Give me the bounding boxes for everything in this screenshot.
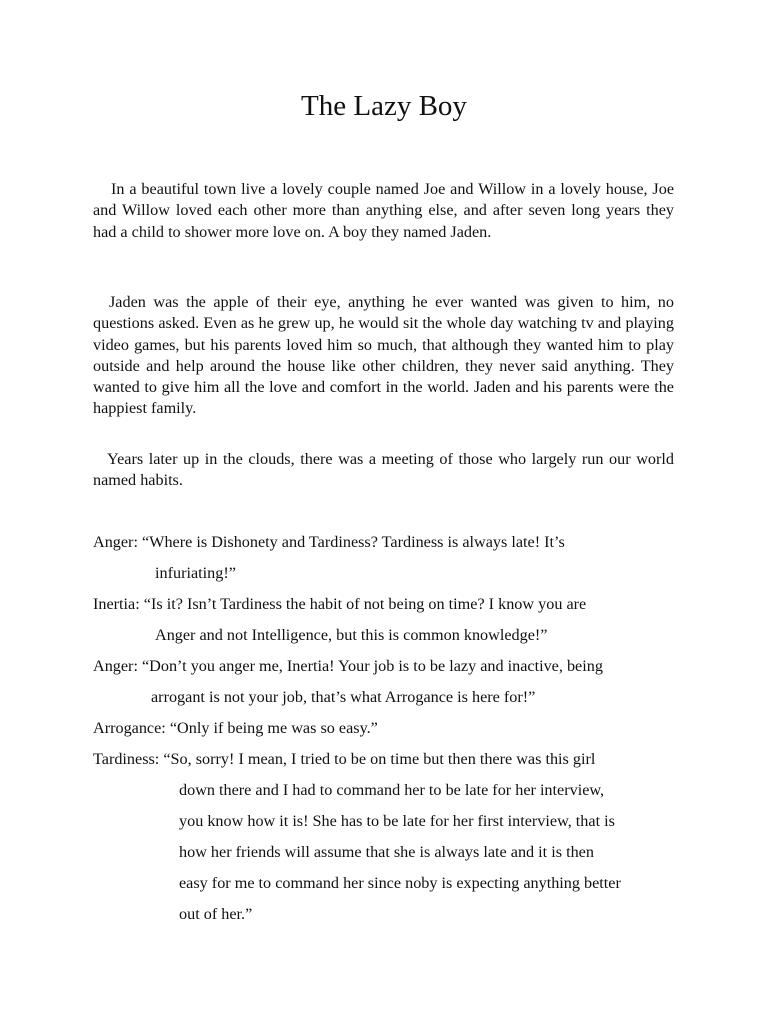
speaker-name: Inertia: (93, 595, 140, 613)
paragraph-1: In a beautiful town live a lovely couple named Joe and Willow in a lovely house, Joe and Willow loved each other more than anything else, and after seven long years they had a child to shower more love on. A boy they named Jaden. (93, 180, 674, 241)
dialogue-line (93, 593, 586, 615)
dialogue-line (93, 717, 378, 739)
dialogue-continuation: infuriating!” (155, 564, 236, 582)
dialogue-text: “Where is Dishonety and Tardiness? Tardiness is always late! It’s (142, 533, 565, 551)
dialogue-text: “Only if being me was so easy.” (169, 719, 378, 737)
dialogue-continuation: arrogant is not your job, that’s what Arrogance is here for!” (151, 688, 536, 706)
speaker-name: Tardiness: (93, 750, 160, 768)
dialogue-line (93, 531, 565, 553)
dialogue-continuation: how her friends will assume that she is always late and it is then (179, 843, 594, 861)
dialogue-continuation: Anger and not Intelligence, but this is common knowledge!” (155, 626, 548, 644)
dialogue-continuation: easy for me to command her since noby is expecting anything better (179, 874, 621, 892)
dialogue-continuation: down there and I had to command her to be late for her interview, (179, 781, 605, 799)
speaker-name: Arrogance: (93, 719, 166, 737)
speaker-name: Anger: (93, 657, 138, 675)
speaker-name: Anger: (93, 533, 138, 551)
page-title: The Lazy Boy (301, 90, 467, 122)
paragraph-3: Years later up in the clouds, there was a meeting of those who largely run our world named habits. (93, 450, 674, 490)
dialogue-line (93, 655, 603, 677)
dialogue-line (93, 748, 595, 770)
dialogue-continuation: you know how it is! She has to be late for her first interview, that is (179, 812, 615, 830)
dialogue-text: “Is it? Isn’t Tardiness the habit of not being on time? I know you are (143, 595, 587, 613)
dialogue-text: “So, sorry! I mean, I tried to be on time but then there was this girl (163, 750, 596, 768)
dialogue-text: “Don’t you anger me, Inertia! Your job is to be lazy and inactive, being (142, 657, 603, 675)
dialogue-continuation: out of her.” (179, 905, 253, 923)
paragraph-2: Jaden was the apple of their eye, anything he ever wanted was given to him, no questions asked. Even as he grew up, he would sit the whole day watching tv and playing video games, but his parents loved him so much, that although they wanted him to play outside and help around the house like other children, they never said anything. They wanted to give him all the love and comfort in the world. Jaden and his parents were the happiest family. (93, 293, 674, 418)
